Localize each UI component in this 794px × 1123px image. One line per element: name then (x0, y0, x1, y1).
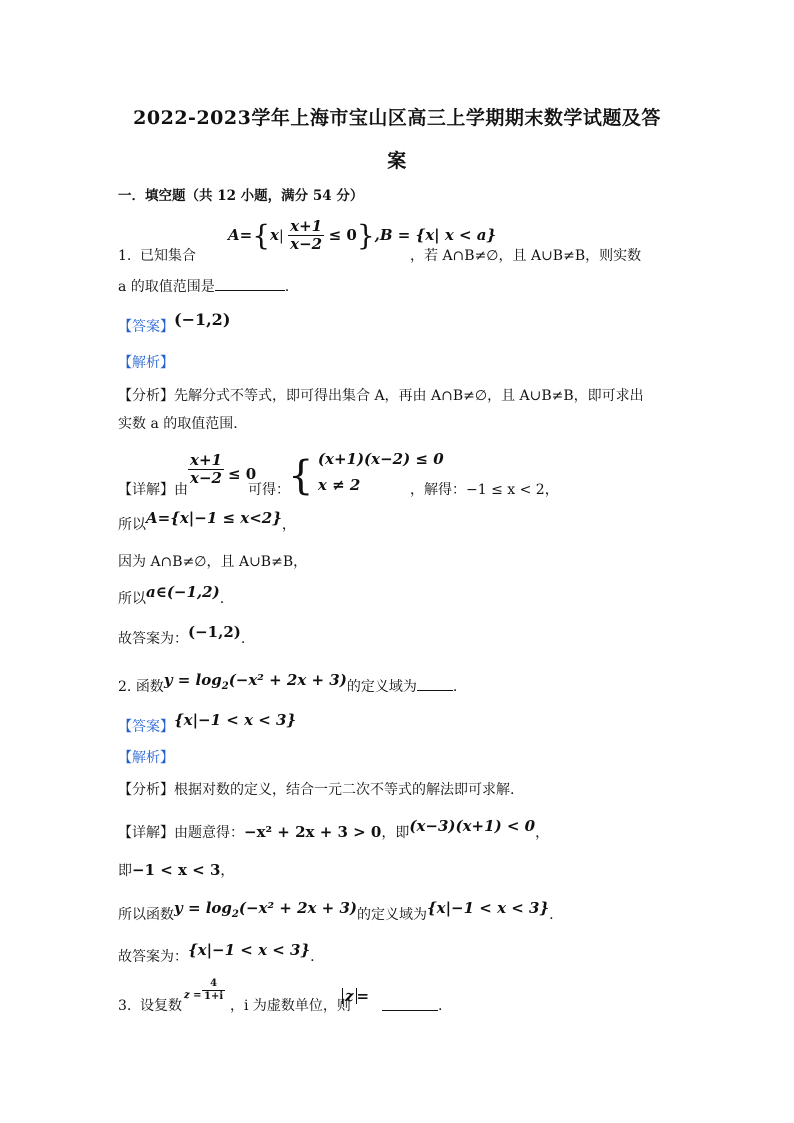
document-title: 2022-2023学年上海市宝山区高三上学期期末数学试题及答 (133, 107, 661, 129)
set-a-formula: A={x| $\frac{x+1}{x-2}$ ≤ 0},B = {x| x < a} (228, 217, 497, 254)
case-system: { (x+1)(x−2) ≤ 0 x ≠ 2 (288, 450, 444, 499)
final-row-2: 故答案为：{x|−1 < x < 3}. (118, 941, 315, 965)
answer-value: (−1,2) (174, 310, 231, 329)
ji-row: 即−1 < x < 3， (118, 861, 235, 879)
section-heading: 一．填空题（共 12 小题，满分 54 分） (118, 188, 364, 204)
detail-row: 【详解】由题意得：−x² + 2x + 3 > 0，即(x−3)(x+1) < 0， (118, 817, 550, 841)
question-2: 2. 函数$y = \log_2(-x^2 + 2x + 3)$的定义域为 . (118, 671, 458, 695)
answer-value: {x|−1 < x < 3} (174, 711, 297, 729)
answer-label: 【答案】 (118, 319, 174, 335)
answer-blank (382, 996, 438, 1011)
fenxi-row-2: 实数 a 的取值范围. (118, 416, 238, 432)
question-condition: ，若 A∩B≠∅，且 A∪B≠B，则实数 (410, 248, 642, 264)
fenxi-row: 【分析】根据对数的定义，结合一元二次不等式的解法即可求解. (118, 782, 515, 798)
document-title-cont: 案 (387, 150, 407, 172)
question-number: 1. (118, 248, 132, 264)
so-row: 所以函数$y = \log_2(-x^2 + 2x + 3)$的定义域为{x|−1 < x < 3}. (118, 899, 554, 923)
analysis-label: 【解析】 (118, 750, 174, 766)
question-text: 已知集合 (140, 248, 196, 264)
so-row-1: 所以A={x|−1 ≤ x<2}， (118, 509, 296, 533)
document-page: 2022-2023学年上海市宝山区高三上学期期末数学试题及答 案 一．填空题（共 12 小题，满分 54 分） 1. 已知集合 A={x| $\frac{x+1}{x-2}$ ≤ 0},B = {x| x < a} ，若 A∩B≠∅，且 A∪B≠B，则实数 a 的取值范围是 . 【答案】(−1,2) 【解析】 【分析】先解分式不等式，即可得出集合 A，再由 A∩B≠∅，且 A∪B≠B，即可求出 实数 a 的取值范围. 【详解】 由 $\frac{x+1}{x-2}$ ≤ 0 可得： { (x+1)(x−2) ≤ 0 x ≠ 2 ，解得：−1 ≤ x < 2， 所以A={x|−1 ≤ x<2}， 因为 A∩B≠∅，且 A∪B≠B， 所以a∈(−1,2). 故答案为：(−1,2). 2. 函数$y = \log_2(-x^2 + 2x + 3)$的定义域为 . 【答案】{x|−1 < x < 3} 【解析】 【分析】根据对数的定义，结合一元二次不等式的解法即可求解. 【详解】由题意得：−x² + 2x + 3 > 0，即(x−3)(x+1) < 0， 即−1 < x < 3， 所以函数$y = \log_2(-x^2 + 2x + 3)$的定义域为{x|−1 < x < 3}. 故答案为：{x|−1 < x < 3}. 3. 设复数 z = $\frac{4}{1+i}$ ，i 为虚数单位，则 z = . (0, 0, 794, 1123)
question-number: 2. (118, 679, 132, 695)
answer-row-1 (118, 310, 231, 337)
answer-row-2 (118, 711, 297, 737)
final-row-1: 故答案为：(−1,2). (118, 623, 246, 647)
analysis-label: 【解析】 (118, 355, 174, 371)
because-row: 因为 A∩B≠∅，且 A∪B≠B， (118, 554, 308, 570)
fraction: $\frac{x+1}{x-2}$ (190, 451, 222, 488)
so-row-2: 所以a∈(−1,2). (118, 583, 225, 607)
answer-blank (417, 676, 453, 691)
question-1-line2: a 的取值范围是 . (118, 276, 289, 297)
fraction: $\frac{x+1}{x-2}$ (290, 217, 323, 254)
answer-label: 【答案】 (118, 719, 174, 735)
answer-blank (215, 276, 285, 291)
fenxi-row: 【分析】先解分式不等式，即可得出集合 A，再由 A∩B≠∅，且 A∪B≠B，即可求出 (118, 388, 644, 404)
question-number: 3. (118, 998, 132, 1014)
fraction: $\frac{4}{1+i}$ (204, 978, 224, 1002)
